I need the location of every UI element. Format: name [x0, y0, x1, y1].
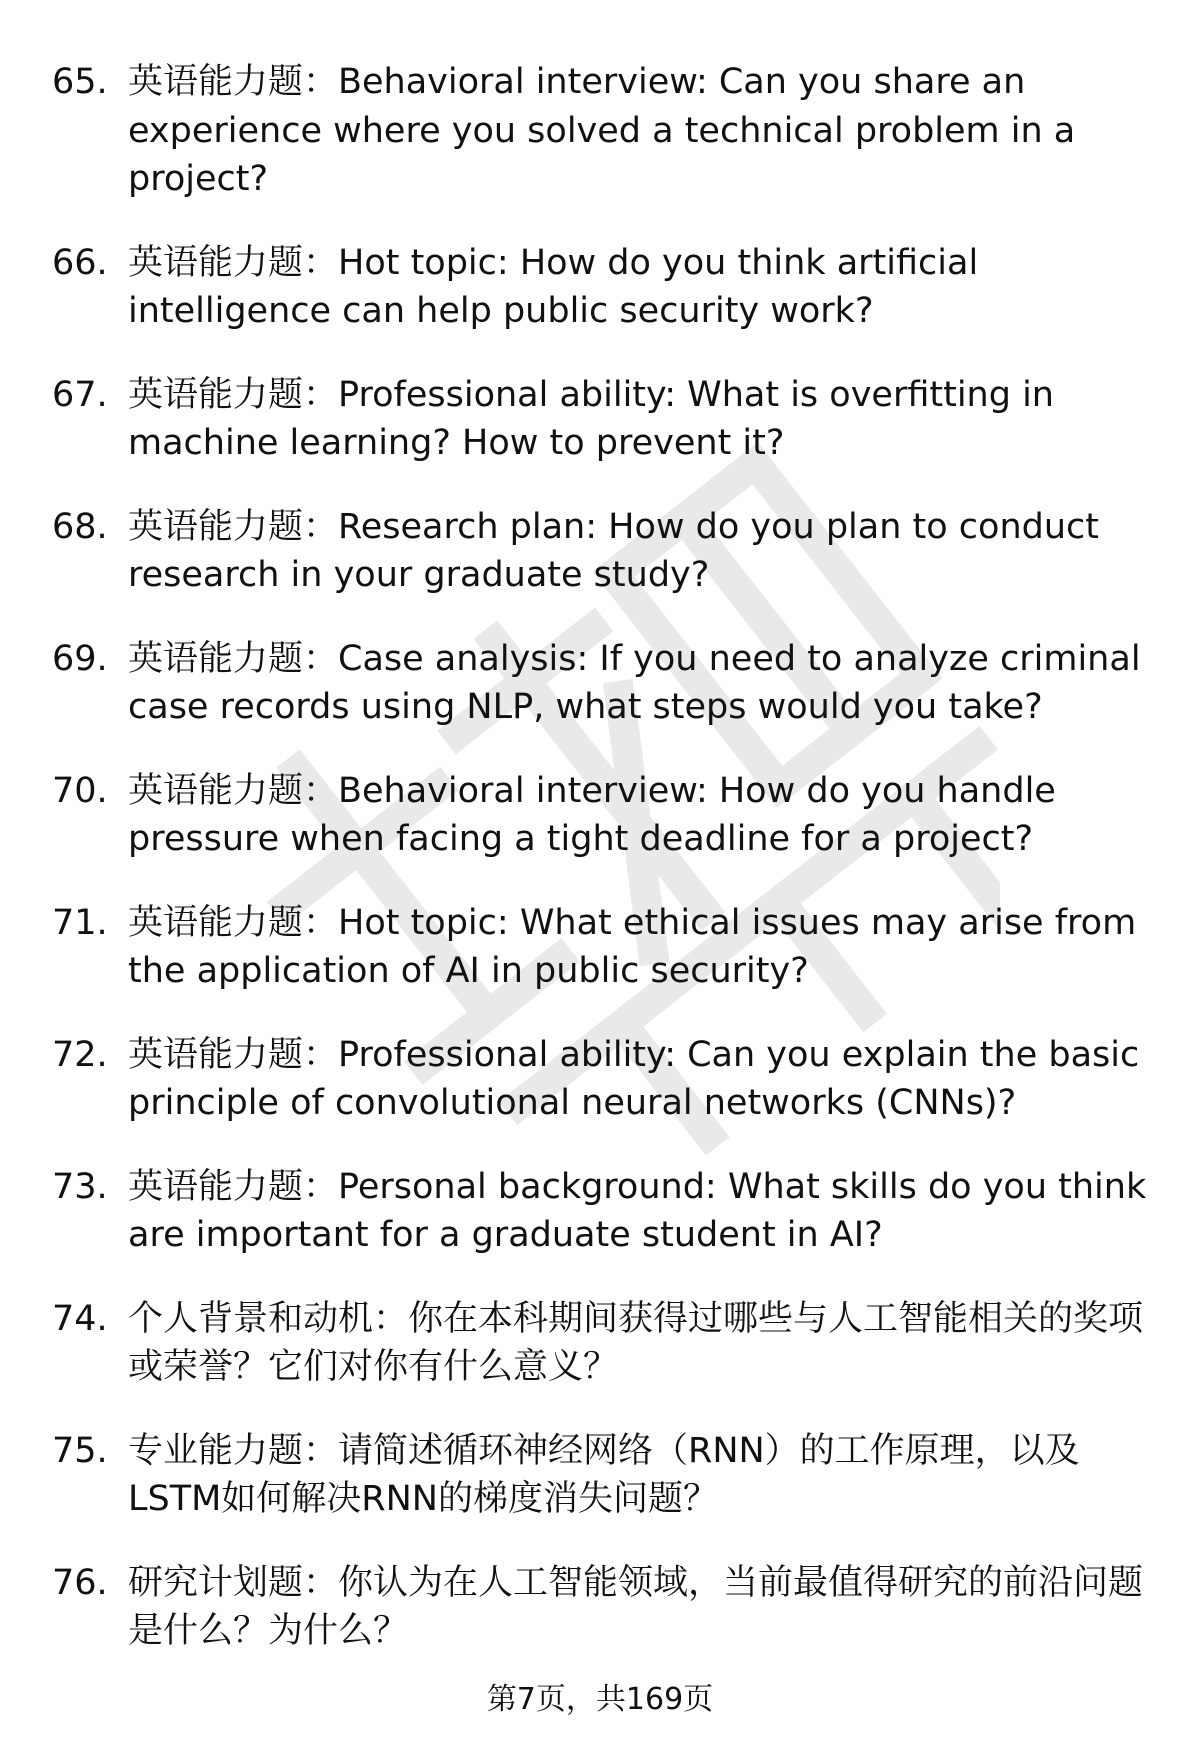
- question-number: 67.: [52, 374, 108, 415]
- question-text: 研究计划题：你认为在人工智能领域，当前最值得研究的前沿问题是什么？为什么？: [128, 1562, 1144, 1651]
- question-text: 英语能力题：Professional ability: What is overfitting in machine learning? How to prevent it?: [128, 374, 1054, 463]
- question-text: 英语能力题：Research plan: How do you plan to conduct research in your graduate study?: [128, 506, 1099, 595]
- question-item: [52, 371, 1152, 468]
- question-number: 73.: [52, 1166, 108, 1207]
- question-item: [52, 503, 1152, 600]
- question-number: 75.: [52, 1430, 108, 1471]
- question-text: 英语能力题：Hot topic: What ethical issues may arise from the application of AI in public security?: [128, 902, 1137, 991]
- page-footer: 第7页，共169页: [486, 1682, 714, 1717]
- question-item: [52, 767, 1152, 864]
- question-number: 72.: [52, 1034, 108, 1075]
- question-item: [52, 899, 1152, 996]
- question-item: [52, 635, 1152, 732]
- question-item: [52, 1559, 1152, 1656]
- question-text: 英语能力题：Case analysis: If you need to analyze criminal case records using NLP, what steps would you take?: [128, 638, 1141, 727]
- question-number: 70.: [52, 770, 108, 811]
- question-item: [52, 1295, 1152, 1392]
- question-text: 英语能力题：Professional ability: Can you explain the basic principle of convolutional neural networks (CNNs)?: [128, 1034, 1140, 1123]
- question-text: 个人背景和动机：你在本科期间获得过哪些与人工智能相关的奖项或荣誉？它们对你有什么意义？: [128, 1298, 1144, 1387]
- question-number: 76.: [52, 1562, 108, 1603]
- question-item: [52, 1031, 1152, 1128]
- question-list: [52, 58, 1152, 1691]
- question-number: 68.: [52, 506, 108, 547]
- question-number: 65.: [52, 62, 108, 102]
- question-number: 71.: [52, 902, 108, 943]
- question-item: [52, 239, 1152, 336]
- question-text: 英语能力题：Personal background: What skills do you think are important for a graduate student in AI?: [128, 1166, 1147, 1255]
- question-text: 英语能力题：Behavioral interview: How do you handle pressure when facing a tight deadline for a project?: [128, 770, 1056, 859]
- question-number: 74.: [52, 1298, 108, 1339]
- question-text: 英语能力题：Behavioral interview: Can you share an experience where you solved a technical problem in a project?: [128, 62, 1076, 199]
- question-item: [52, 1427, 1152, 1524]
- question-item: [52, 58, 1152, 204]
- question-number: 69.: [52, 638, 108, 679]
- question-text: 英语能力题：Hot topic: How do you think artificial intelligence can help public security work?: [128, 242, 979, 331]
- question-item: [52, 1163, 1152, 1260]
- question-number: 66.: [52, 242, 108, 283]
- question-text: 专业能力题：请简述循环神经网络（RNN）的工作原理，以及LSTM如何解决RNN的梯度消失问题？: [128, 1430, 1080, 1519]
